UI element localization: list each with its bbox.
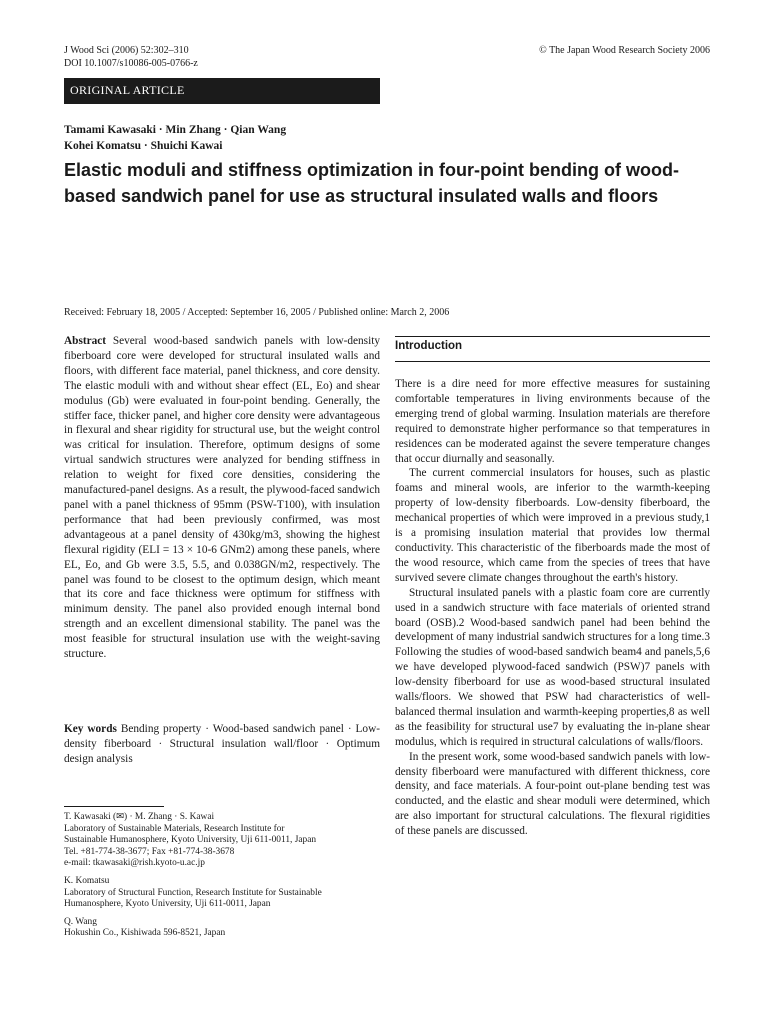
keywords-label: Key words	[64, 723, 117, 735]
author-list	[64, 122, 286, 154]
footnote-divider	[64, 806, 164, 807]
affiliation-line: T. Kawasaki (✉) · M. Zhang · S. Kawai	[64, 812, 215, 822]
article-title: Elastic moduli and stiffness optimization in four-point bending of wood-based sandwich panel for use as structural insulated walls and floors	[64, 160, 679, 206]
abstract-section	[64, 334, 380, 662]
keywords-text: Bending property · Wood-based sandwich panel · Low-density fiberboard · Structural insulation wall/floor · Optimum design analysis	[64, 723, 380, 765]
affiliation-line: Sustainable Humanosphere, Kyoto University, Uji 611-0011, Japan	[64, 835, 317, 846]
email-line[interactable]: e-mail: tkawasaki@rish.kyoto-u.ac.jp	[64, 858, 205, 869]
introduction-body	[395, 377, 710, 839]
introduction-heading: Introduction	[395, 340, 463, 352]
authors-line-2: Kohei Komatsu · Shuichi Kawai	[64, 140, 223, 152]
affiliation-line: Tel. +81-774-38-3677; Fax +81-774-38-3678	[64, 846, 235, 857]
affiliation-line: K. Komatsu	[64, 875, 110, 886]
publication-dates: Received: February 18, 2005 / Accepted: September 16, 2005 / Published online: March 2, 2006	[64, 307, 450, 318]
copyright-notice: © The Japan Wood Research Society 2006	[539, 45, 710, 56]
article-type-banner: ORIGINAL ARTICLE	[64, 78, 380, 104]
affiliation-line: Laboratory of Sustainable Materials, Research Institute for	[64, 823, 285, 834]
author-affiliations	[64, 812, 380, 946]
affiliation-block	[64, 876, 380, 911]
journal-reference: J Wood Sci (2006) 52:302–310	[64, 45, 189, 56]
affiliation-line: Hokushin Co., Kishiwada 596-8521, Japan	[64, 928, 226, 939]
intro-paragraph: There is a dire need for more effective measures for sustaining comfortable temperatures in living environments because of the emerging trend of global warming. Insulation materials are therefore required to demonstrate higher performance so that temperatures in residences can be moderated against the severe temperature changes that occur diurnally and seasonally.	[395, 378, 710, 465]
affiliation-line: Humanosphere, Kyoto University, Uji 611-0011, Japan	[64, 899, 271, 910]
section-rule-top	[395, 336, 710, 337]
keywords-section	[64, 722, 380, 767]
affiliation-line: Laboratory of Structural Function, Research Institute for Sustainable	[64, 887, 322, 898]
intro-paragraph: Structural insulated panels with a plastic foam core are currently used in a sandwich structure with face materials of oriented strand board (OSB).2 Wood-based sandwich panel had been behind the development of many industrial sandwich structures for a long time.3 Following the studies of wood-based sandwich beam4 and panels,5,6 we have developed plywood-faced sandwich (PSW)7 panels with low-density fiberboard for use as wood-based structural insulated walls/floors. We showed that PSW had characteristics of well-balanced thermal insulation and warmth-keeping properties,8 as well as the feasibility for structural use7 by evaluating the in-plane shear modulus, which is required in structural calculations of walls/floors.	[395, 586, 710, 748]
section-rule-bottom	[395, 361, 710, 362]
intro-paragraph: The current commercial insulators for houses, such as plastic foams and mineral wools, are inferior to the warmth-keeping property of low-density fiberboards. Low-density fiberboard, the mechanical properties of which were improved in a previous study,1 is a promising insulation material that provides low thermal conductivity. This characteristic of the fiberboards made the most of the wood resource, which came from the species of trees that have survived severe climate changes throughout the earth's history.	[395, 467, 710, 584]
abstract-text: Several wood-based sandwich panels with low-density fiberboard core were developed for structural insulated walls and floors, with different face material, panel thickness, and core density. The elastic moduli with and without shear effect (EL, Eo) and shear modulus (Gb) were evaluated in four-point bending. Generally, the stiffer face, thicker panel, and higher core density were advantageous in flexural and shear rigidity for structural use, but the weight control was critical for insulation. Therefore, optimum designs of some virtual sandwich structures were analyzed for bending stiffness in relation to weight for fixed core densities, considering the manufactured-panel designs. As a result, the plywood-faced sandwich panel with a panel thickness of 95mm (PSW-T100), with insulation performance that had been previously confirmed, was most advantageous at a panel density of 430kg/m3, showing the highest flexural rigidity (ELI = 13 × 10-6 GNm2) among these panels, where EL, Eo, and Gb were 3.5, 5.5, and 0.038GN/m2, respectively. The panel was found to be closest to the optimum design, which meant that its core and face thickness were optimum for stiffness with minimum density. The panel also provided enough internal bond strength and an excellent dimensional stability. The panel was the most feasible for structural insulation use with the weight-saving structure.	[64, 335, 380, 661]
doi[interactable]: DOI 10.1007/s10086-005-0766-z	[64, 58, 198, 69]
authors-line-1: Tamami Kawasaki · Min Zhang · Qian Wang	[64, 124, 287, 136]
affiliation-block	[64, 917, 380, 940]
affiliation-block	[64, 812, 380, 870]
intro-paragraph: In the present work, some wood-based sandwich panels with low-density fiberboard were manufactured with different thickness, core density, and face materials. A four-point out-plane bending test was conducted, and the elastic and shear moduli were determined, which are also important for structural calculations. The flexural rigidities of these panels are discussed.	[395, 750, 710, 838]
abstract-label: Abstract	[64, 335, 107, 347]
affiliation-line: Q. Wang	[64, 916, 97, 927]
